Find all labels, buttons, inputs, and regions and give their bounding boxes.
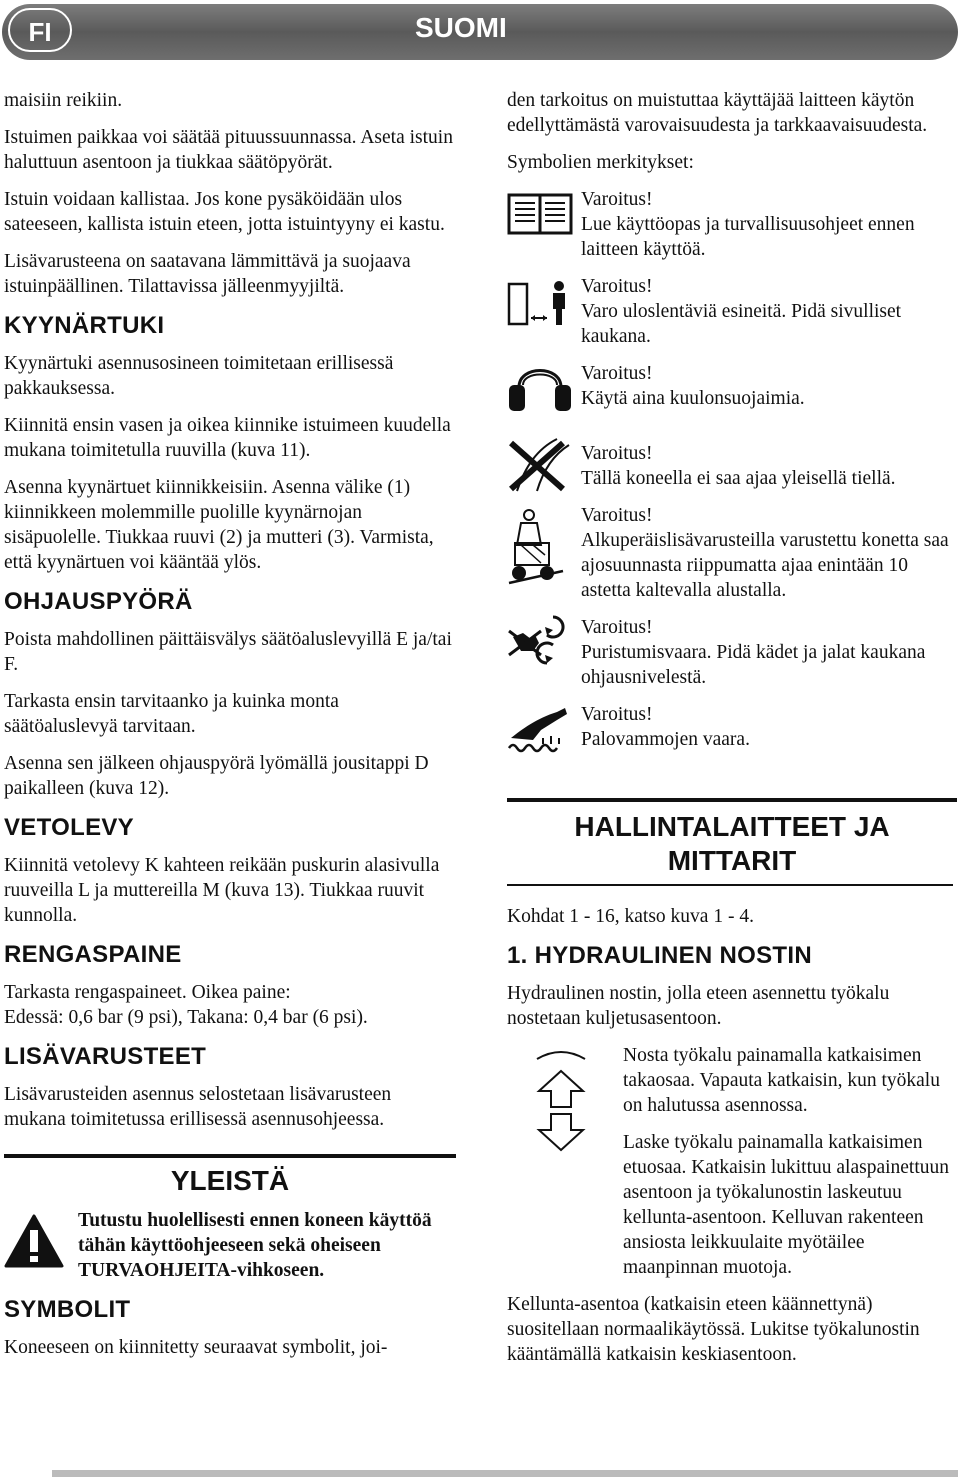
section-heading-kyynartuki: KYYNÄRTUKI — [4, 312, 165, 339]
footer-bar — [52, 1470, 958, 1477]
section-heading-ohjauspyora: OHJAUSPYÖRÄ — [4, 588, 193, 615]
language-code: FI — [8, 8, 72, 52]
page-header — [0, 0, 960, 64]
paragraph: Tarkasta rengaspaineet. Oikea paine: — [4, 982, 291, 1003]
symbol-title: Varoitus! — [581, 276, 653, 297]
symbol-title: Varoitus! — [581, 189, 653, 210]
symbol-item — [507, 361, 957, 411]
language-title: SUOMI — [415, 12, 507, 43]
paragraph: Lisävarusteiden asennus selostetaan lisävarusteen mukana toimitetussa erillisessä asennusohjeessa. — [4, 1084, 392, 1130]
paragraph: Edessä: 0,6 bar (9 psi), Takana: 0,4 bar (6 psi). — [4, 1007, 368, 1028]
paragraph: Tarkasta ensin tarvitaanko ja kuinka monta säätöaluslevyä tarvitaan. — [4, 691, 339, 737]
paragraph: Kiinnitä ensin vasen ja oikea kiinnike istuimeen kuudella mukana toimitetulla ruuvilla (kuva 11). — [4, 415, 451, 461]
symbol-item — [507, 503, 957, 603]
paragraph: Koneeseen on kiinnitetty seuraavat symbolit, joi- — [4, 1337, 388, 1358]
ear-protection-icon — [507, 357, 573, 417]
symbol-text: Puristumisvaara. Pidä kädet ja jalat kaukana ohjausnivelestä. — [581, 642, 926, 688]
symbol-title: Varoitus! — [581, 363, 653, 384]
symbol-text: Alkuperäislisävarusteilla varustettu konetta saa ajosuunnasta riippumatta ajaa enintään 10 astetta kaltevalla alustalla. — [581, 530, 949, 601]
paragraph: Istuin voidaan kallistaa. Jos kone pysäköidään ulos sateeseen, kallista istuin eteen, jotta istuintyyny ei kastu. — [4, 189, 445, 235]
paragraph: den tarkoitus on muistuttaa käyttäjää laitteen käytön edellyttämästä varovaisuudesta ja tarkkaavaisuudesta. — [507, 90, 928, 136]
right-column — [507, 88, 957, 1367]
symbol-title: Varoitus! — [581, 505, 653, 526]
paragraph: Kyynärtuki asennusosineen toimitetaan erillisessä pakkauksessa. — [4, 353, 394, 399]
paragraph: Laske työkalu painamalla katkaisimen etuosaa. Katkaisin lukittuu alaspainettuun asentoon ja työkalunostin laskeutuu kellunta-asentoon. Kelluvan rakenteen ansiosta leikkuulaite myötäilee maanpinnan muotoja. — [623, 1132, 950, 1278]
manual-book-icon — [507, 191, 573, 237]
warning-triangle-icon — [4, 1214, 64, 1268]
section-heading-rengaspaine: RENGASPAINE — [4, 941, 182, 968]
symbol-title: Varoitus! — [581, 443, 653, 464]
paragraph: Nosta työkalu painamalla katkaisimen takaosaa. Vapauta katkaisin, kun työkalu on halutussa asennossa. — [623, 1045, 940, 1116]
symbol-item — [507, 441, 957, 491]
warning-block — [4, 1208, 456, 1283]
symbol-text: Tällä koneella ei saa ajaa yleisellä tiellä. — [581, 468, 896, 489]
symbol-item — [507, 702, 957, 752]
symbol-title: Varoitus! — [581, 617, 653, 638]
symbol-text: Lue käyttöopas ja turvallisuusohjeet ennen laitteen käyttöä. — [581, 214, 915, 260]
symbol-text: Käytä aina kuulonsuojaimia. — [581, 388, 805, 409]
section-heading-hydraulinen-nostin: 1. HYDRAULINEN NOSTIN — [507, 942, 812, 969]
symbol-item — [507, 274, 957, 349]
switch-down-icon — [521, 1112, 601, 1152]
burn-hazard-icon — [507, 704, 573, 754]
paragraph: Asenna sen jälkeen ohjauspyörä lyömällä jousitappi D paikalleen (kuva 12). — [4, 753, 429, 799]
section-title-yleista: YLEISTÄ — [170, 1165, 290, 1196]
section-heading-lisavarusteet: LISÄVARUSTEET — [4, 1043, 207, 1070]
slope-icon — [507, 507, 573, 587]
section-heading-vetolevy: VETOLEVY — [4, 814, 134, 841]
paragraph: Kiinnitä vetolevy K kahteen reikään puskurin alasivulla ruuveilla L ja muttereilla M (kuva 13). Tiukkaa ruuvit kunnolla. — [4, 855, 440, 926]
paragraph: Kellunta-asentoa (katkaisin eteen käännettynä) suositellaan normaalikäytössä. Lukitse työkalunostin kääntämällä katkaisin keskiasentoon. — [507, 1294, 920, 1365]
symbol-item — [507, 187, 957, 262]
paragraph: Lisävarusteena on saatavana lämmittävä ja suojaava istuinpäällinen. Tilattavissa jälleenmyyjiltä. — [4, 251, 411, 297]
switch-up-icon — [521, 1047, 601, 1113]
section-title-hallintalaitteet: HALLINTALAITTEET JA MITTARIT — [574, 811, 890, 876]
symbol-text: Varo uloslentäviä esineitä. Pidä sivulliset kaukana. — [581, 301, 902, 347]
section-heading-symbolit: SYMBOLIT — [4, 1296, 131, 1323]
flying-objects-icon — [507, 278, 573, 328]
paragraph: Kohdat 1 - 16, katso kuva 1 - 4. — [507, 906, 754, 927]
paragraph: Asenna kyynärtuet kiinnikkeisiin. Asenna välike (1) kiinnikkeen molemmille puolille kyynärnojan sisäpuolelle. Tiukkaa ruuvi (2) ja mutteri (3). Varmista, että kyynärtuen voi kääntää ylös. — [4, 477, 434, 573]
crush-hazard-icon — [507, 611, 573, 671]
symbol-text: Palovammojen vaara. — [581, 729, 750, 750]
paragraph: Hydraulinen nostin, jolla eteen asennettu työkalu nostetaan kuljetusasentoon. — [507, 983, 890, 1029]
paragraph: maisiin reikiin. — [4, 90, 123, 111]
no-road-icon — [507, 437, 573, 493]
left-column — [4, 88, 456, 1360]
symbol-item — [507, 615, 957, 690]
symbol-title: Varoitus! — [581, 704, 653, 725]
lift-down-item — [507, 1130, 957, 1280]
paragraph: Istuimen paikkaa voi säätää pituussuunnassa. Aseta istuin haluttuun asentoon ja tiukkaa säätöpyörät. — [4, 127, 453, 173]
paragraph: Symbolien merkitykset: — [507, 152, 694, 173]
warning-text: Tutustu huolellisesti ennen koneen käyttöä tähän käyttöohjeeseen sekä oheiseen TURVAOHJEITA-vihkoseen. — [78, 1210, 432, 1281]
lift-up-item — [507, 1043, 957, 1118]
paragraph: Poista mahdollinen päittäisvälys säätöaluslevyillä E ja/tai F. — [4, 629, 452, 675]
